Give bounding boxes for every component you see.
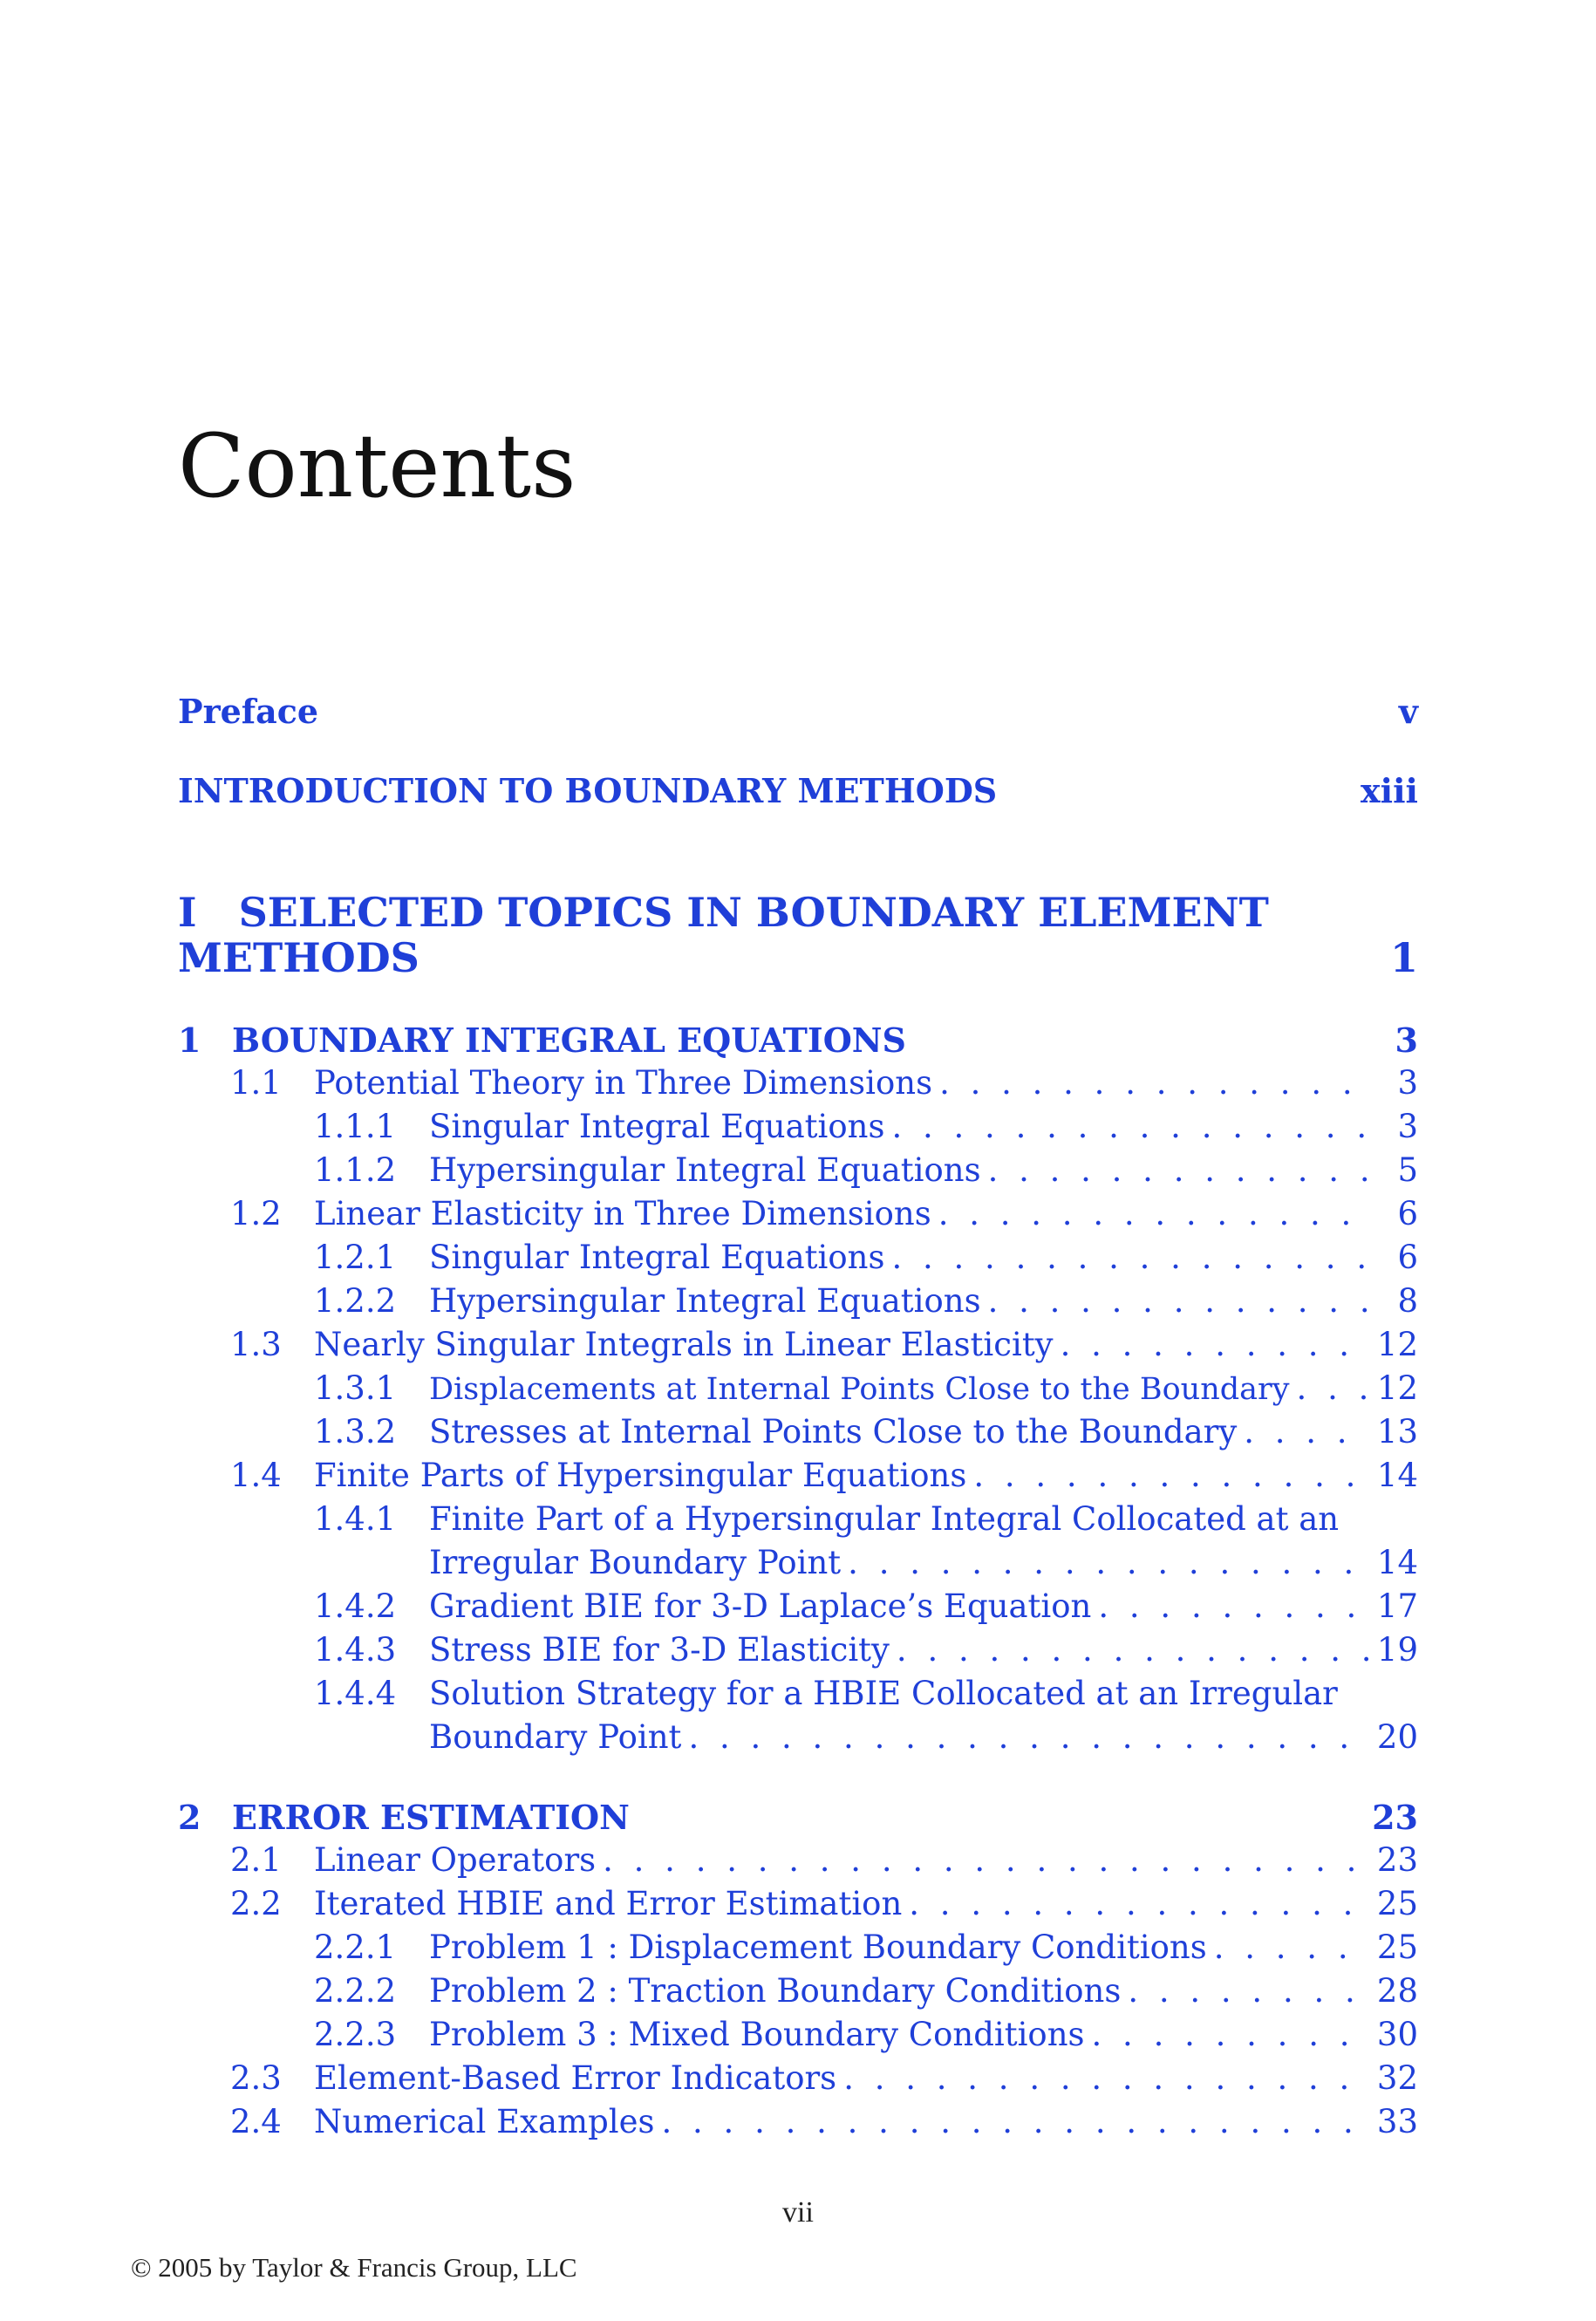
toc-subsection-1-1-2[interactable] xyxy=(314,1151,1418,1195)
part-number: I xyxy=(178,889,197,936)
entry-title: Hypersingular Integral Equations xyxy=(429,1282,981,1320)
toc-subsection-1-4-2[interactable] xyxy=(314,1587,1418,1631)
toc-section-1-4[interactable] xyxy=(230,1457,1418,1500)
entry-title: Linear Operators xyxy=(314,1841,597,1879)
toc-subsection-2-2-2[interactable] xyxy=(314,1972,1418,2016)
entry-page: 5 xyxy=(1397,1151,1418,1189)
entry-page: 13 xyxy=(1376,1413,1418,1451)
toc-subsection-2-2-1[interactable] xyxy=(314,1928,1418,1972)
entry-number: 1.2.2 xyxy=(314,1282,397,1320)
entry-number: 1.4.2 xyxy=(314,1587,397,1625)
dot-leader xyxy=(843,2059,1370,2097)
entry-number: 1.1.2 xyxy=(314,1151,397,1189)
dot-leader xyxy=(848,1544,1370,1581)
entry-title: Solution Strategy for a HBIE Collocated at an Irregular xyxy=(429,1675,1338,1712)
toc-subsection-1-3-1[interactable] xyxy=(314,1369,1418,1413)
toc-subsection-1-4-4[interactable] xyxy=(314,1675,1418,1718)
entry-page: 3 xyxy=(1397,1108,1418,1145)
entry-title: Stresses at Internal Points Close to the Boundary xyxy=(429,1413,1238,1451)
dot-leader xyxy=(1244,1413,1370,1451)
entry-title: Gradient BIE for 3-D Laplace’s Equation xyxy=(429,1587,1092,1625)
toc-section-1-3[interactable] xyxy=(230,1326,1418,1369)
entry-title-continued: Boundary Point xyxy=(429,1718,682,1756)
entry-number: 2.2.2 xyxy=(314,1972,397,2010)
entry-title: Iterated HBIE and Error Estimation xyxy=(314,1885,903,1922)
toc-section-2-2[interactable] xyxy=(230,1885,1418,1928)
toc-section-2-3[interactable] xyxy=(230,2059,1418,2103)
entry-number: 1.3 xyxy=(230,1326,282,1363)
entry-title: Finite Part of a Hypersingular Integral Collocated at an xyxy=(429,1500,1340,1538)
chapter-page: 23 xyxy=(1372,1798,1418,1837)
entry-title: Singular Integral Equations xyxy=(429,1108,885,1145)
part-page: 1 xyxy=(1389,934,1418,981)
entry-page: 6 xyxy=(1397,1239,1418,1276)
toc-entry-preface[interactable] xyxy=(178,692,1418,735)
entry-page: 30 xyxy=(1376,2016,1418,2053)
entry-page: 19 xyxy=(1376,1631,1418,1669)
entry-title: Potential Theory in Three Dimensions xyxy=(314,1064,933,1102)
dot-leader xyxy=(988,1282,1371,1320)
toc-subsection-1-3-2[interactable] xyxy=(314,1413,1418,1457)
chapter-number: 2 xyxy=(178,1798,201,1837)
toc-subsection-1-4-3[interactable] xyxy=(314,1631,1418,1675)
dot-leader xyxy=(1092,2016,1370,2053)
entry-number: 1.1.1 xyxy=(314,1108,397,1145)
toc-entry-label: INTRODUCTION TO BOUNDARY METHODS xyxy=(178,771,998,810)
entry-page: 28 xyxy=(1376,1972,1418,2010)
dot-leader xyxy=(939,1064,1371,1102)
entry-title: Element-Based Error Indicators xyxy=(314,2059,837,2097)
entry-title-continued: Irregular Boundary Point xyxy=(429,1544,842,1581)
chapter-title: BOUNDARY INTEGRAL EQUATIONS xyxy=(232,1021,906,1060)
part-title-line1: SELECTED TOPICS IN BOUNDARY ELEMENT xyxy=(238,889,1269,936)
entry-page: 14 xyxy=(1376,1457,1418,1494)
toc-subsection-1-1-1[interactable] xyxy=(314,1108,1418,1151)
toc-entry-label: Preface xyxy=(178,692,319,731)
entry-page: 32 xyxy=(1376,2059,1418,2097)
entry-number: 1.3.1 xyxy=(314,1369,397,1407)
entry-number: 1.4 xyxy=(230,1457,282,1494)
toc-chapter-2[interactable] xyxy=(178,1798,1418,1841)
entry-page: 23 xyxy=(1376,1841,1418,1879)
toc-entry-page: v xyxy=(1398,692,1418,731)
entry-number: 2.3 xyxy=(230,2059,282,2097)
entry-number: 2.2.1 xyxy=(314,1928,397,1966)
entry-title: Singular Integral Equations xyxy=(429,1239,885,1276)
entry-page: 25 xyxy=(1376,1885,1418,1922)
toc-section-2-4[interactable] xyxy=(230,2103,1418,2147)
dot-leader xyxy=(891,1239,1371,1276)
entry-title: Finite Parts of Hypersingular Equations xyxy=(314,1457,967,1494)
entry-page: 12 xyxy=(1376,1326,1418,1363)
dot-leader xyxy=(988,1151,1371,1189)
entry-page: 20 xyxy=(1376,1718,1418,1756)
dot-leader xyxy=(1297,1369,1370,1407)
entry-number: 1.4.3 xyxy=(314,1631,397,1669)
entry-page: 3 xyxy=(1397,1064,1418,1102)
dot-leader xyxy=(1214,1928,1370,1966)
toc-subsection-1-4-1-continued[interactable] xyxy=(429,1544,1418,1587)
dot-leader xyxy=(891,1108,1371,1145)
entry-number: 1.4.1 xyxy=(314,1500,397,1538)
entry-title: Linear Elasticity in Three Dimensions xyxy=(314,1195,931,1232)
dot-leader xyxy=(688,1718,1369,1756)
dot-leader xyxy=(909,1885,1370,1922)
toc-section-1-1[interactable] xyxy=(230,1064,1418,1108)
toc-section-2-1[interactable] xyxy=(230,1841,1418,1885)
copyright-notice: © 2005 by Taylor & Francis Group, LLC xyxy=(131,2252,577,2283)
entry-number: 2.2.3 xyxy=(314,2016,397,2053)
entry-number: 1.3.2 xyxy=(314,1413,397,1451)
entry-title: Problem 1 : Displacement Boundary Conditions xyxy=(429,1928,1207,1966)
toc-chapter-1[interactable] xyxy=(178,1021,1418,1064)
entry-page: 33 xyxy=(1376,2103,1418,2140)
chapter-number: 1 xyxy=(178,1021,201,1060)
entry-page: 8 xyxy=(1397,1282,1418,1320)
toc-subsection-1-4-4-continued[interactable] xyxy=(429,1718,1418,1762)
chapter-title: ERROR ESTIMATION xyxy=(232,1798,630,1837)
entry-number: 1.2 xyxy=(230,1195,282,1232)
dot-leader xyxy=(1061,1326,1370,1363)
entry-number: 1.4.4 xyxy=(314,1675,397,1712)
toc-part-heading[interactable] xyxy=(178,890,1418,980)
entry-number: 2.1 xyxy=(230,1841,282,1879)
entry-title: Numerical Examples xyxy=(314,2103,655,2140)
entry-number: 1.1 xyxy=(230,1064,282,1102)
chapter-page: 3 xyxy=(1395,1021,1418,1060)
entry-title: Stress BIE for 3-D Elasticity xyxy=(429,1631,890,1669)
toc-entry-introduction[interactable] xyxy=(178,771,1418,815)
toc-entry-page: xiii xyxy=(1361,771,1418,810)
dot-leader xyxy=(662,2103,1370,2140)
dot-leader xyxy=(1128,1972,1370,2010)
toc-subsection-1-2-2[interactable] xyxy=(314,1282,1418,1326)
entry-page: 6 xyxy=(1397,1195,1418,1232)
entry-title: Problem 3 : Mixed Boundary Conditions xyxy=(429,2016,1085,2053)
dot-leader xyxy=(897,1631,1370,1669)
dot-leader xyxy=(938,1195,1371,1232)
entry-title: Displacements at Internal Points Close to the Boundary xyxy=(429,1372,1290,1407)
page-number: vii xyxy=(782,2196,814,2229)
toc-subsection-1-2-1[interactable] xyxy=(314,1239,1418,1282)
entry-title: Nearly Singular Integrals in Linear Elasticity xyxy=(314,1326,1054,1363)
entry-number: 2.2 xyxy=(230,1885,282,1922)
entry-page: 25 xyxy=(1376,1928,1418,1966)
entry-number: 2.4 xyxy=(230,2103,282,2140)
toc-subsection-1-4-1[interactable] xyxy=(314,1500,1418,1544)
dot-leader xyxy=(1098,1587,1370,1625)
page-title: Contents xyxy=(178,415,576,517)
dot-leader xyxy=(603,1841,1370,1879)
part-title-line2: METHODS xyxy=(178,934,419,981)
entry-page: 12 xyxy=(1376,1369,1418,1407)
dot-leader xyxy=(973,1457,1370,1494)
toc-subsection-2-2-3[interactable] xyxy=(314,2016,1418,2059)
entry-page: 17 xyxy=(1376,1587,1418,1625)
entry-title: Problem 2 : Traction Boundary Conditions xyxy=(429,1972,1122,2010)
entry-number: 1.2.1 xyxy=(314,1239,397,1276)
toc-section-1-2[interactable] xyxy=(230,1195,1418,1239)
entry-title: Hypersingular Integral Equations xyxy=(429,1151,981,1189)
entry-page: 14 xyxy=(1376,1544,1418,1581)
